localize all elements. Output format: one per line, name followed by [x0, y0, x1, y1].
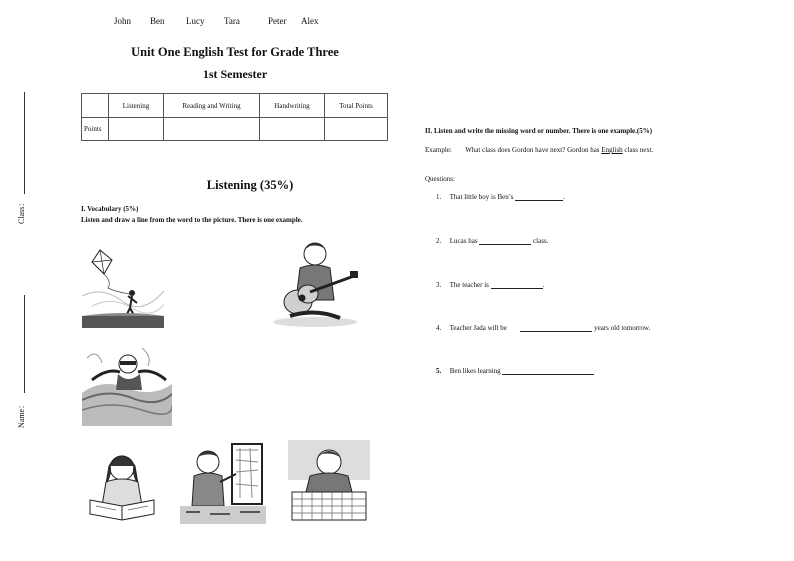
question-3-blank[interactable]: [491, 280, 543, 289]
score-cell-reading-writing[interactable]: [164, 118, 260, 141]
reading-girl-picture[interactable]: [82, 444, 162, 524]
section1-instruction: Listen and draw a line from the word to the picture. There is one example.: [81, 216, 303, 224]
test-title: Unit One English Test for Grade Three: [131, 45, 339, 59]
painting-boy-picture[interactable]: [180, 440, 266, 524]
header-name-john: John: [114, 16, 132, 26]
test-subtitle: 1st Semester: [202, 67, 268, 81]
listening-heading: Listening (35%): [206, 178, 294, 192]
example-answer-post: class next.: [624, 146, 654, 154]
class-line: [24, 92, 25, 194]
question-3: 3. The teacher is .: [436, 281, 545, 289]
section2-title: II. Listen and write the missing word or number. There is one example.(5%): [425, 127, 653, 135]
score-table-header-total: Total Points: [325, 94, 388, 118]
example-answer-pre: Gordon has: [567, 146, 600, 154]
header-name-alex: Alex: [301, 16, 319, 26]
score-table-header-listening: Listening: [109, 94, 164, 118]
question-2-blank[interactable]: [479, 236, 531, 245]
swimming-boy-picture[interactable]: [82, 338, 172, 426]
question-5-blank[interactable]: [502, 366, 594, 375]
question-5: 5. Ben likes learning: [436, 366, 594, 375]
header-name-tara: Tara: [224, 16, 240, 26]
score-cell-handwriting[interactable]: [260, 118, 325, 141]
example-label: Example:: [425, 146, 452, 154]
header-name-ben: Ben: [150, 16, 165, 26]
guitar-boy-picture[interactable]: [270, 238, 360, 328]
score-cell-listening[interactable]: [109, 118, 164, 141]
question-1-blank[interactable]: [515, 192, 563, 201]
score-table-header-reading-writing: Reading and Writing: [164, 94, 260, 118]
score-table: [81, 93, 388, 141]
puzzle-boy-picture[interactable]: [288, 440, 370, 522]
class-label: Class：: [17, 198, 26, 224]
question-4: 4. Teacher Jada will be years old tomorrow.: [436, 324, 651, 332]
name-line: [24, 295, 25, 393]
header-name-peter: Peter: [268, 16, 287, 26]
question-1: 1. That little boy is Ben’s .: [436, 193, 565, 201]
example-answer-word: English: [601, 146, 623, 154]
question-4-blank[interactable]: [520, 323, 592, 332]
header-name-lucy: Lucy: [186, 16, 205, 26]
example-question: What class does Gordon have next?: [465, 146, 566, 154]
question-2: 2. Lucas has class.: [436, 237, 549, 245]
questions-label: Questions:: [425, 175, 455, 183]
section1-title: I. Vocabulary (5%): [81, 205, 139, 213]
kite-boy-picture[interactable]: [82, 246, 164, 328]
section2-example: [425, 146, 654, 154]
name-label: Name：: [17, 400, 26, 428]
score-table-header-handwriting: Handwriting: [260, 94, 325, 118]
score-table-header-empty: [82, 94, 109, 118]
score-cell-total[interactable]: [325, 118, 388, 141]
score-table-row-label: Points: [82, 118, 109, 141]
